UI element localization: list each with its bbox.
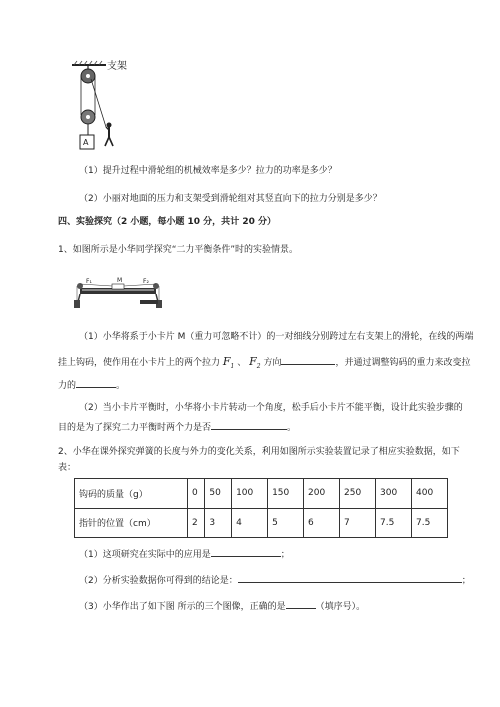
- graph-answer-blank[interactable]: [286, 599, 316, 609]
- q3-sub1: （1）提升过程中滑轮组的机械效率是多少？拉力的功率是多少？: [79, 166, 337, 176]
- purpose-blank[interactable]: [211, 420, 287, 430]
- magnitude-blank[interactable]: [76, 378, 116, 388]
- direction-blank[interactable]: [281, 355, 335, 365]
- application-blank[interactable]: [211, 547, 281, 557]
- row-label-position: 指针的位置（cm）: [75, 508, 188, 538]
- q1-p2-line1: （2）当小卡片平衡时，小华将小卡片转动一个角度，松手后小卡片不能平衡，设计此实验步骤的: [79, 403, 463, 413]
- section-heading: 四、实验探究（2 小题，每小题 10 分，共计 20 分）: [58, 217, 276, 227]
- conclusion-blank[interactable]: [238, 573, 462, 583]
- table-row: [75, 479, 448, 509]
- q2-s3: （3）小华作出了如下图 所示的三个图像，正确的是 （填序号）。: [79, 599, 365, 613]
- table-cell: 400: [412, 479, 448, 509]
- table-row: [75, 508, 448, 538]
- table-cell: 200: [304, 479, 340, 509]
- q1-p2-line2: 目的是为了探究二力平衡时两个力是否 。: [58, 420, 296, 434]
- sep: 、: [237, 358, 247, 368]
- table-cell: 150: [268, 479, 304, 509]
- fig-label-m: M: [117, 277, 123, 284]
- q1-intro: 1、如图所示是小华同学探究“二力平衡条件”时的实验情景。: [58, 245, 299, 255]
- table-cell: 50: [205, 479, 232, 509]
- table-cell: 250: [340, 479, 376, 509]
- q1-p1-line2-a: 挂上钩码，使作用在小卡片上的两个拉力: [58, 358, 221, 368]
- table-cell: 7.5: [376, 508, 412, 538]
- table-cell: 7.5: [412, 508, 448, 538]
- q2-intro-line2: 表：: [58, 463, 77, 473]
- table-cell: 2: [188, 508, 205, 538]
- q2-s2: （2）分析实验数据你可得到的结论是： ；: [79, 573, 471, 587]
- q2-intro-line1: 2、小华在课外探究弹簧的长度与外力的变化关系，利用如图所示实验装置记录了相应实验数据，如下: [58, 447, 460, 457]
- q3-sub2: （2）小丽对地面的压力和支架受到滑轮组对其竖直向下的拉力分别是多少？: [79, 194, 382, 204]
- table-cell: 4: [232, 508, 268, 538]
- table-cell: 7: [340, 508, 376, 538]
- support-label: 支架: [107, 61, 127, 72]
- table-cell: 6: [304, 508, 340, 538]
- table-cell: 3: [205, 508, 232, 538]
- q1-p1-line1: （1）小华将系于小卡片 M（重力可忽略不计）的一对细线分别跨过左右支架上的滑轮，在线的两端: [79, 332, 474, 342]
- q1-p1-line2: [58, 355, 471, 373]
- row-label-mass: 钩码的质量（g）: [75, 479, 188, 509]
- table-cell: 0: [188, 479, 205, 509]
- table-cell: 5: [268, 508, 304, 538]
- q1-p1-line3: 力的 。: [58, 378, 125, 392]
- table-cell: 300: [376, 479, 412, 509]
- force-f2: $F_2$: [249, 355, 261, 371]
- spring-data-table: [74, 478, 448, 538]
- q2-s1: （1）这项研究在实际中的应用是 ；: [79, 547, 290, 561]
- q1-p1-line2-c: ，并通过调整钩码的重力来改变拉: [335, 358, 471, 368]
- table-cell: 100: [232, 479, 268, 509]
- fig-label-f2: F₂: [143, 278, 149, 285]
- force-f1: $F_1$: [222, 355, 235, 371]
- fig-label-f1: F₁: [86, 278, 92, 285]
- q1-p1-line2-b: 方向: [263, 358, 282, 368]
- box-a-label: A: [83, 138, 89, 147]
